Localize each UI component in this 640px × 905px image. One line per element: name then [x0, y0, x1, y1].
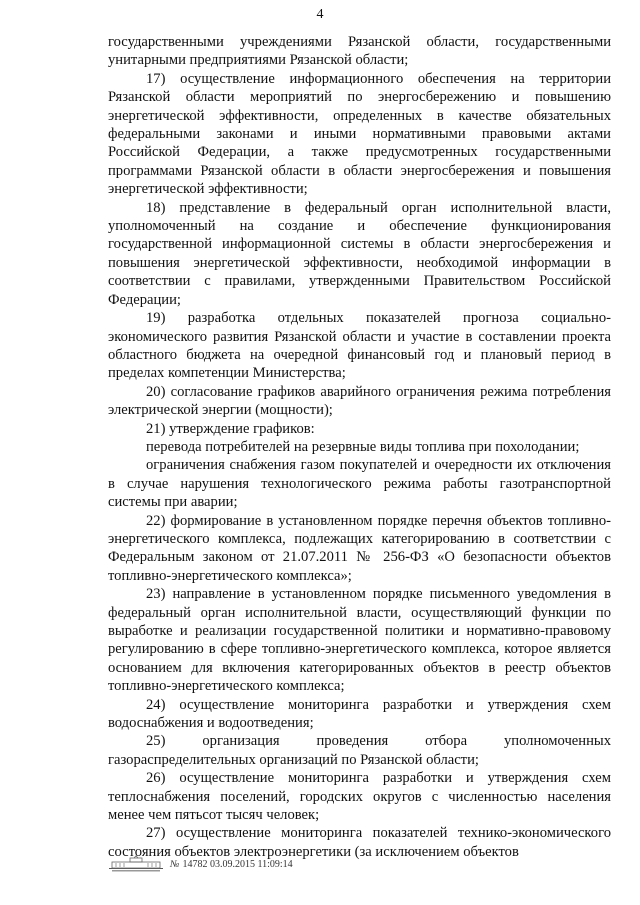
- paragraph: ограничения снабжения газом покупателей и очередности их отключения в случае нарушения технологического режима работы газотранспортной системы при аварии;: [108, 457, 611, 511]
- doc-number: 14782: [182, 858, 208, 870]
- doc-time: 11:09:14: [257, 858, 293, 870]
- doc-number-sign: №: [170, 858, 180, 870]
- paragraph: 23) направление в установленном порядке письменного уведомления в федеральный орган исполнительной власти, осуществляющий функции по выработке и реализации государственной политики и нормативно-правовому регулированию в сфере топливно-энергетического комплекса, которое является основанием для включения категорированных объектов в реестр объектов топливно-энергетического комплекса;: [108, 586, 611, 695]
- document-body: [108, 33, 611, 861]
- paragraph: 18) представление в федеральный орган исполнительной власти, уполномоченный на создание и обеспечение функционирования государственной информационной системы в области энергосбережения и повышения энергетической эффективности, необходимой информации в соответствии с правилами, утвержденными Правительством Российской Федерации;: [108, 199, 611, 308]
- paragraph: 17) осуществление информационного обеспечения на территории Рязанской области мероприятий по энергосбережению и повышению энергетической эффективности, определенных в качестве обязательных федеральными законами и иными нормативными правовыми актами Российской Федерации, а также предусмотренных государственными программами Рязанской области в области энергосбережения и повышения энергетической эффективности;: [108, 70, 611, 198]
- paragraph: 19) разработка отдельных показателей прогноза социально-экономического развития Рязанской области и участие в составлении проекта областного бюджета на очередной финансовый год и плановый период в пределах компетенции Министерства;: [108, 310, 611, 382]
- paragraph: 26) осуществление мониторинга разработки и утверждения схем теплоснабжения поселений, городских округов с численностью населения менее чем пятьсот тысяч человек;: [108, 770, 611, 824]
- paragraph: 27) осуществление мониторинга показателей технико-экономического состояния объектов электроэнергетики (за исключением объектов: [108, 825, 611, 860]
- paragraph: государственными учреждениями Рязанской области, государственными унитарными предприятиями Рязанской области;: [108, 34, 611, 69]
- document-footer: [108, 854, 293, 874]
- paragraph: 25) организация проведения отбора уполномоченных газораспределительных организаций по Рязанской области;: [108, 733, 611, 768]
- paragraph: 21) утверждение графиков:: [146, 420, 315, 437]
- government-building-stamp-icon: [108, 855, 164, 873]
- doc-date: 03.09.2015: [209, 858, 255, 870]
- paragraph: 22) формирование в установленном порядке перечня объектов топливно-энергетического комплекса, подлежащих категорированию в соответствии с Федеральным законом от 21.07.2011 № 256-ФЗ «О безопасности объектов топливно-энергетического комплекса»;: [108, 512, 611, 584]
- paragraph: 20) согласование графиков аварийного ограничения режима потребления электрической энергии (мощности);: [108, 383, 611, 419]
- paragraph: 24) осуществление мониторинга разработки и утверждения схем водоснабжения и водоотведения;: [108, 696, 611, 732]
- paragraph: перевода потребителей на резервные виды топлива при похолодании;: [146, 438, 580, 455]
- page-number: 4: [316, 7, 324, 22]
